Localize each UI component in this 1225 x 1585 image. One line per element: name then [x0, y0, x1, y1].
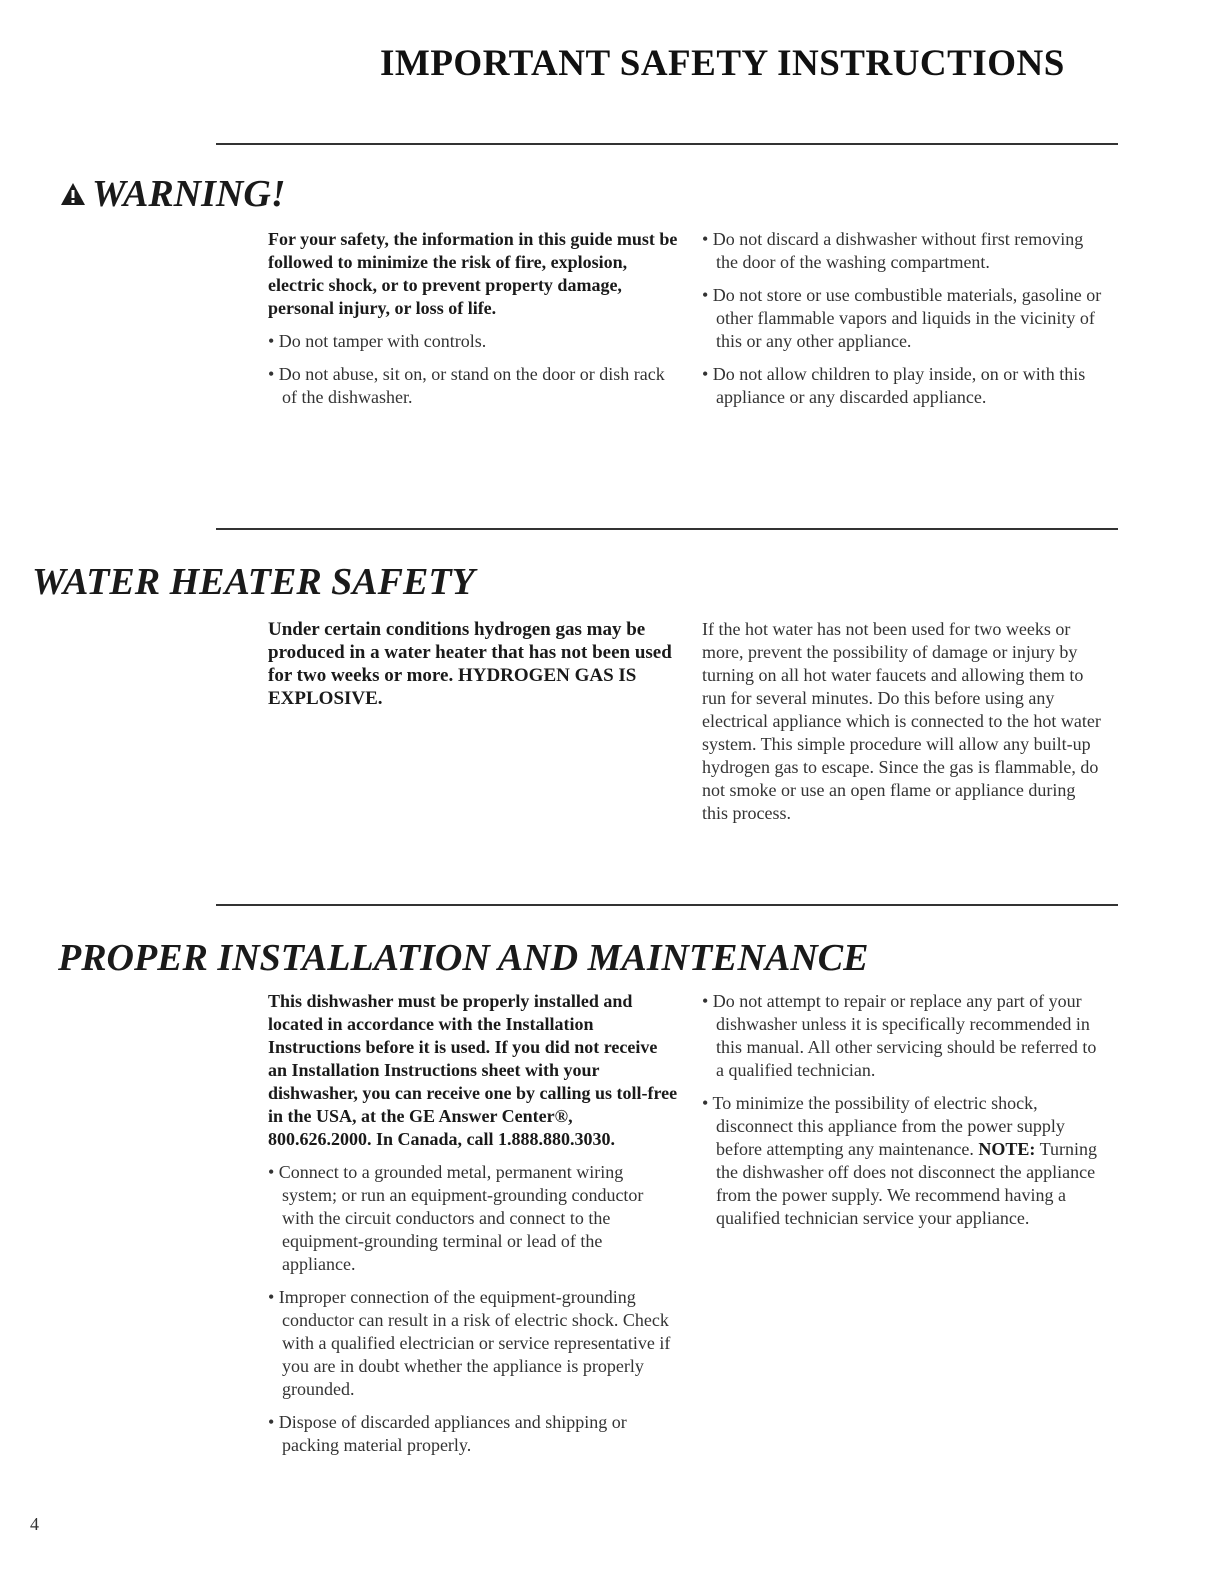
installation-bullet: • Do not attempt to repair or replace any part of your dishwasher unless it is specifically recommended in this manual. All other servicing should be referred to a qualified technician.: [702, 991, 1097, 1080]
installation-bullet: • Dispose of discarded appliances and shipping or packing material properly.: [268, 1412, 627, 1455]
warning-heading: [60, 172, 286, 216]
water-heater-left-column: [268, 618, 678, 720]
water-heater-heading: WATER HEATER SAFETY: [32, 561, 475, 603]
warning-bullet: • Do not allow children to play inside, on or with this appliance or any discarded appliance.: [702, 364, 1086, 407]
water-heater-right-column: [702, 618, 1102, 835]
warning-triangle-icon: [60, 172, 86, 216]
installation-bullet: • Connect to a grounded metal, permanent wiring system; or run an equipment-grounding conductor with the circuit conductors and connect to the equipment-grounding terminal or lead of the appliance.: [268, 1162, 644, 1274]
warning-bullet: • Do not discard a dishwasher without first removing the door of the washing compartment.: [702, 229, 1084, 272]
installation-bullet: • Improper connection of the equipment-grounding conductor can result in a risk of electric shock. Check with a qualified electrician or service representative if you are in doubt whether the appliance is properly grounded.: [268, 1287, 671, 1399]
installation-right-column: [702, 990, 1102, 1240]
installation-left-column: [268, 990, 678, 1467]
divider-rule: [216, 143, 1118, 145]
warning-bullet: • Do not store or use combustible materials, gasoline or other flammable vapors and liquids in the vicinity of this or any other appliance.: [702, 285, 1102, 351]
warning-left-column: [268, 228, 678, 419]
page-title: IMPORTANT SAFETY INSTRUCTIONS: [380, 43, 1065, 84]
water-heater-lead: Under certain conditions hydrogen gas may be produced in a water heater that has not been used for two weeks or more. HYDROGEN GAS IS EXPLOSIVE.: [268, 619, 672, 709]
warning-lead: For your safety, the information in this guide must be followed to minimize the risk of fire, explosion, electric shock, or to prevent property damage, personal injury, or loss of life.: [268, 229, 678, 318]
note-label: NOTE:: [978, 1139, 1036, 1159]
water-heater-body: If the hot water has not been used for two weeks or more, prevent the possibility of damage or injury by turning on all hot water faucets and allowing them to run for several minutes. Do this before using any electrical appliance which is connected to the hot water system. This simple procedure will allow any built-up hydrogen gas to escape. Since the gas is flammable, do not smoke or use an open flame or appliance during this process.: [702, 619, 1101, 823]
warning-bullet: • Do not abuse, sit on, or stand on the door or dish rack of the dishwasher.: [268, 364, 665, 407]
warning-heading-text: WARNING!: [92, 173, 286, 215]
divider-rule: [216, 528, 1118, 530]
installation-lead: This dishwasher must be properly installed and located in accordance with the Installation Instructions before it is used. If you did not receive an Installation Instructions sheet with your dishwasher, you can receive one by calling us toll-free in the USA, at the GE Answer Center®, 800.626.2000. In Canada, call 1.888.880.3030.: [268, 991, 678, 1149]
page-number: 4: [30, 1514, 39, 1534]
installation-heading: PROPER INSTALLATION AND MAINTENANCE: [58, 937, 869, 979]
warning-right-column: [702, 228, 1102, 419]
note-text: Turning the dishwasher off does not disconnect the appliance from the power supply. We recommend having a qualified technician service your appliance.: [716, 1139, 1097, 1228]
divider-rule: [216, 904, 1118, 906]
warning-bullet: • Do not tamper with controls.: [268, 331, 487, 351]
installation-bullet-note: [702, 1092, 1102, 1230]
installation-bullet-text: • To minimize the possibility of electric shock, disconnect this appliance from the power supply before attempting any maintenance.: [702, 1093, 1065, 1159]
